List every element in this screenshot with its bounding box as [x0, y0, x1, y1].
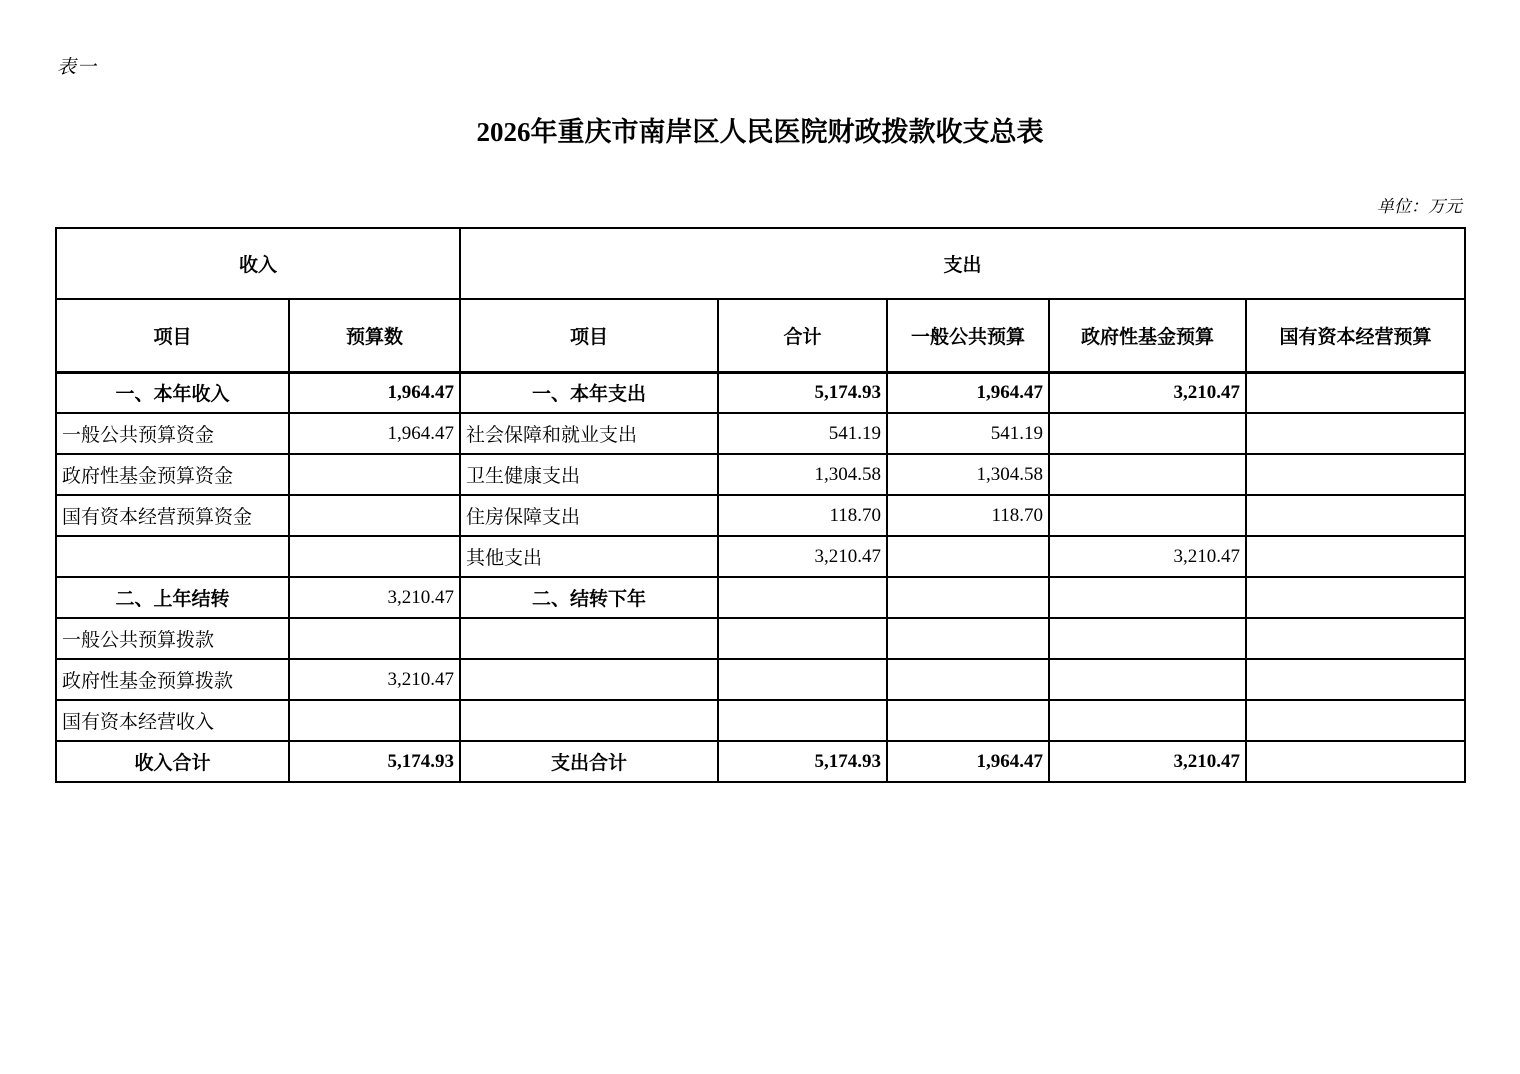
- table-cell: [289, 536, 460, 577]
- table-cell: [887, 700, 1049, 741]
- table-cell: 国有资本经营预算资金: [56, 495, 289, 536]
- column-header-general-public: 一般公共预算: [887, 299, 1049, 372]
- table-cell: 3,210.47: [1049, 741, 1246, 782]
- table-row: [56, 536, 1465, 577]
- budget-table: [55, 227, 1466, 783]
- table-cell: [718, 618, 887, 659]
- table-cell: [1049, 495, 1246, 536]
- table-cell: 5,174.93: [718, 741, 887, 782]
- table-cell: 政府性基金预算资金: [56, 454, 289, 495]
- table-cell: 3,210.47: [718, 536, 887, 577]
- table-cell: 国有资本经营收入: [56, 700, 289, 741]
- table-cell: [460, 700, 718, 741]
- table-cell: 541.19: [718, 413, 887, 454]
- table-cell: [1049, 413, 1246, 454]
- table-cell: [289, 454, 460, 495]
- table-cell: [289, 495, 460, 536]
- table-cell: [1246, 577, 1465, 618]
- table-cell: 二、上年结转: [56, 577, 289, 618]
- table-cell: [887, 536, 1049, 577]
- table-cell: 1,964.47: [887, 741, 1049, 782]
- column-header-row: [56, 299, 1465, 372]
- column-header-budget-amount: 预算数: [289, 299, 460, 372]
- table-cell: [289, 700, 460, 741]
- table-cell: 政府性基金预算拨款: [56, 659, 289, 700]
- table-cell: [887, 659, 1049, 700]
- table-cell: [1246, 536, 1465, 577]
- table-cell: 118.70: [718, 495, 887, 536]
- table-row: [56, 700, 1465, 741]
- column-header-total: 合计: [718, 299, 887, 372]
- table-cell: 1,964.47: [289, 372, 460, 413]
- table-cell: [56, 536, 289, 577]
- expense-group-header: 支出: [460, 228, 1465, 299]
- table-row: [56, 495, 1465, 536]
- table-cell: 1,304.58: [718, 454, 887, 495]
- table-cell: 3,210.47: [1049, 372, 1246, 413]
- table-label: 表一: [57, 57, 98, 78]
- table-cell: 3,210.47: [1049, 536, 1246, 577]
- table-cell: 收入合计: [56, 741, 289, 782]
- table-row: [56, 454, 1465, 495]
- table-cell: [1246, 413, 1465, 454]
- table-cell: [718, 700, 887, 741]
- table-row: [56, 618, 1465, 659]
- table-cell: [1246, 618, 1465, 659]
- table-cell: 1,964.47: [289, 413, 460, 454]
- table-cell: 5,174.93: [289, 741, 460, 782]
- column-header-state-capital: 国有资本经营预算: [1246, 299, 1465, 372]
- table-cell: [718, 577, 887, 618]
- table-row: [56, 659, 1465, 700]
- table-cell: 3,210.47: [289, 577, 460, 618]
- table-cell: [1049, 700, 1246, 741]
- column-header-govt-fund: 政府性基金预算: [1049, 299, 1246, 372]
- table-cell: 社会保障和就业支出: [460, 413, 718, 454]
- table-cell: [1049, 454, 1246, 495]
- table-cell: [887, 618, 1049, 659]
- table-cell: [460, 659, 718, 700]
- table-cell: [1246, 454, 1465, 495]
- table-cell: [1246, 741, 1465, 782]
- income-group-header: 收入: [56, 228, 460, 299]
- table-cell: 一般公共预算资金: [56, 413, 289, 454]
- table-cell: [1246, 659, 1465, 700]
- table-cell: [887, 577, 1049, 618]
- table-cell: 1,304.58: [887, 454, 1049, 495]
- table-cell: 其他支出: [460, 536, 718, 577]
- table-cell: 住房保障支出: [460, 495, 718, 536]
- table-cell: 一般公共预算拨款: [56, 618, 289, 659]
- column-header-expense-item: 项目: [460, 299, 718, 372]
- group-header-row: [56, 228, 1465, 299]
- table-cell: 一、本年收入: [56, 372, 289, 413]
- page-title: 2026年重庆市南岸区人民医院财政拨款收支总表: [476, 117, 1044, 147]
- table-cell: 二、结转下年: [460, 577, 718, 618]
- table-cell: 3,210.47: [289, 659, 460, 700]
- table-cell: [1049, 577, 1246, 618]
- table-cell: [1246, 700, 1465, 741]
- table-cell: 118.70: [887, 495, 1049, 536]
- table-cell: 5,174.93: [718, 372, 887, 413]
- table-row: [56, 741, 1465, 782]
- table-cell: [1246, 495, 1465, 536]
- table-cell: [718, 659, 887, 700]
- table-cell: [1049, 618, 1246, 659]
- table-body: [56, 372, 1465, 782]
- table-cell: [460, 618, 718, 659]
- table-cell: 541.19: [887, 413, 1049, 454]
- table-row: [56, 372, 1465, 413]
- table-header: [56, 228, 1465, 372]
- table-cell: [1246, 372, 1465, 413]
- table-cell: 1,964.47: [887, 372, 1049, 413]
- table-cell: 一、本年支出: [460, 372, 718, 413]
- table-row: [56, 577, 1465, 618]
- table-cell: [289, 618, 460, 659]
- table-cell: 支出合计: [460, 741, 718, 782]
- column-header-income-item: 项目: [56, 299, 289, 372]
- table-row: [56, 413, 1465, 454]
- unit-note: 单位：万元: [1377, 197, 1462, 216]
- table-cell: 卫生健康支出: [460, 454, 718, 495]
- table-cell: [1049, 659, 1246, 700]
